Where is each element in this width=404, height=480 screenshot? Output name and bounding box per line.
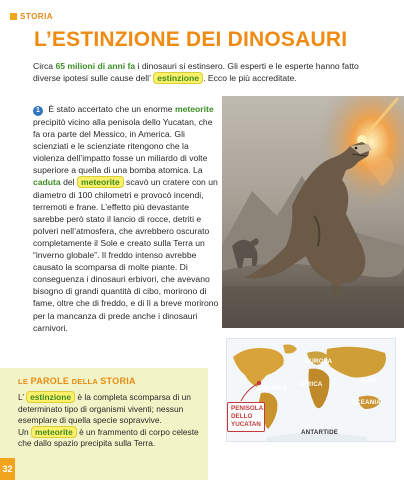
intro-text: Circa (33, 61, 56, 71)
map-label-europa: EUROPA (305, 358, 333, 365)
term-estinzione[interactable]: estinzione (153, 72, 203, 84)
paragraph-number-badge: 1 (33, 106, 43, 116)
body-text: precipitò vicino alla penisola dello Yucatan, che fa ora parte del Messico, in America. Gli scienziati e le scienziate ritengono che la violenza dell’impatto fosse un miliardo di volte superiore a quella di una bomba atomica. La (33, 117, 213, 176)
glossary-text: Un (18, 426, 32, 437)
intro-text: . Ecco le più accreditate. (203, 73, 297, 83)
glossary-text: è la completa scomparsa di un determinato tipo di organismi viventi; nessun esemplare di quella specie sopravvive. (18, 392, 191, 426)
map-label-africa: AFRICA (298, 381, 323, 388)
page-number: 32 (0, 458, 15, 480)
glossary-text: è un frammento di corpo celeste che dallo spazio precipita sulla Terra. (18, 426, 199, 449)
intro-date: 65 milioni di anni fa (55, 61, 136, 71)
dinosaur-illustration (222, 96, 404, 328)
body-text: È stato accertato che un enorme (46, 104, 175, 114)
body-text: scavò un cratere con un diametro di 100 chilometri e provocò incendi, terremoti e frane. L’effetto più devastante sarebbe però stato il lancio di rocce, detriti e polveri nell’atmosfera, che avrebbero oscurato completamente il Sole e creato sulla Terra un “inverno globale”. Il freddo intenso avrebbe causato la scomparsa di molte piante. Di conseguenza i dinosauri erbivori, che avevano bisogno di grandi quantità di cibo, morirono di fame, oltre che di freddo, e di lì a breve morirono per la mancanza di prede anche i dinosauri carnivori. (33, 177, 219, 333)
glossary-title-part: DELLA (69, 377, 101, 386)
glossary-text: L’ (18, 392, 27, 402)
map-label-asia: ASIA (361, 377, 377, 384)
term-meteorite-link[interactable]: meteorite (77, 176, 124, 188)
term-meteorite: meteorite (174, 104, 214, 114)
dinosaur-scene-image (222, 96, 404, 328)
section-label: STORIA (20, 12, 54, 21)
glossary-title (18, 376, 204, 386)
body-text: del (60, 177, 77, 188)
map-label-antartide: ANTARTIDE (301, 429, 339, 436)
glossary-term-estinzione: estinzione (26, 391, 75, 403)
glossary-title-part: STORIA (100, 376, 136, 386)
glossary-entry-estinzione (18, 392, 204, 450)
glossary-term-meteorite: meteorite (31, 426, 77, 438)
glossary-box (0, 368, 208, 480)
glossary-title-part: LE (18, 377, 31, 386)
yucatan-callout: PENISOLA DELLO YUCATAN (227, 402, 265, 432)
term-caduta: caduta (33, 177, 61, 188)
body-paragraph (33, 103, 221, 334)
intro-text: i dinosauri si estinsero. Gli esperti e le esperte hanno fatto diverse ipotesi sulle cause dell’ (33, 61, 359, 83)
section-tag (10, 12, 53, 21)
page-title: L’ESTINZIONE DEI DINOSAURI (34, 28, 348, 51)
section-square-icon (10, 13, 17, 20)
intro-paragraph (33, 60, 378, 84)
glossary-title-part: PAROLE (30, 376, 70, 386)
map-label-oceania: OCEANIA (351, 399, 381, 406)
map-label-america: AMERICA (257, 385, 288, 392)
